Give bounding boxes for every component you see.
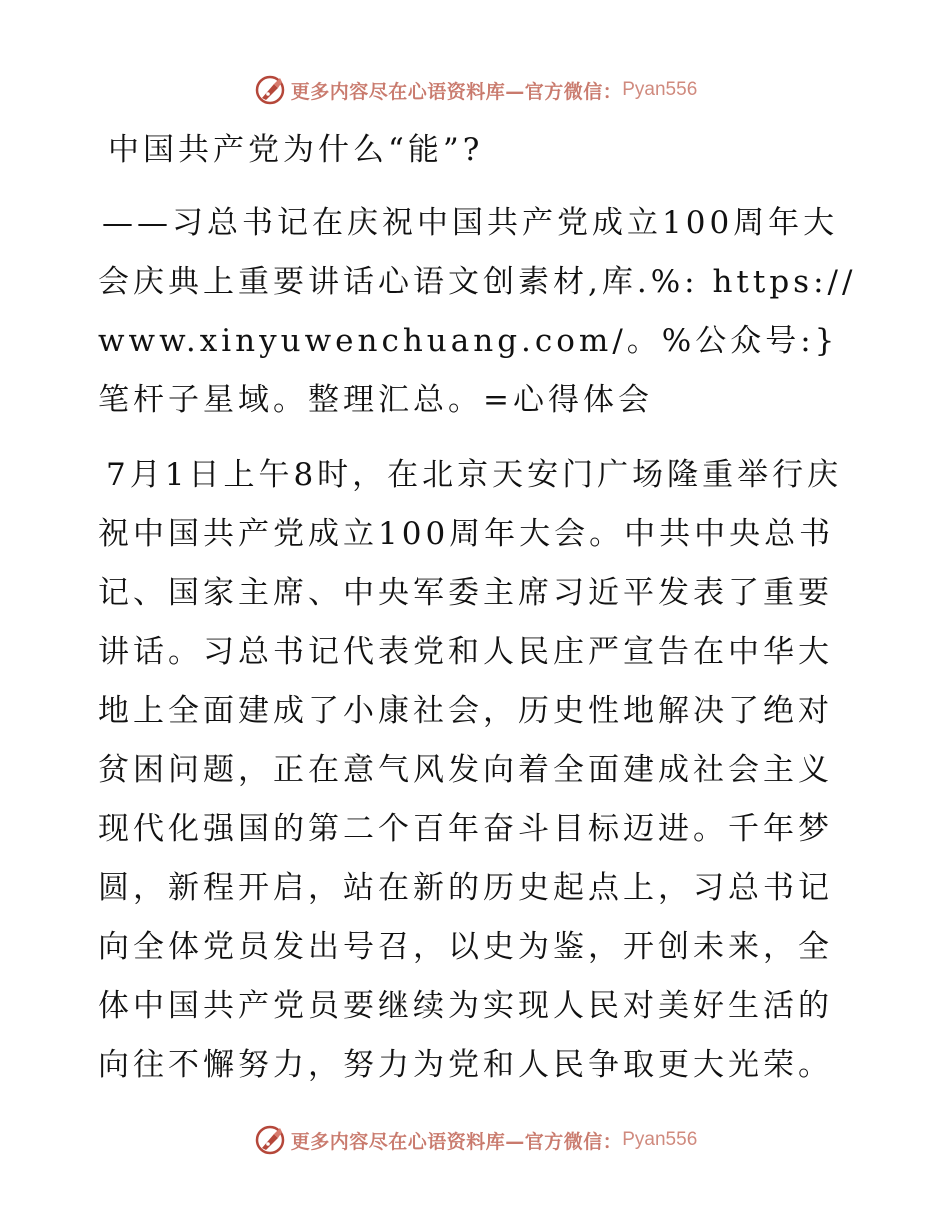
document-subtitle: ——习总书记在庆祝中国共产党成立100周年大会庆典上重要讲话心语文创素材,库.%: https://www.xinyuwenchuang.com/。%公众号:}笔杆子星域。整理汇总。=心得体会 <box>98 205 857 418</box>
footer-banner <box>0 1120 950 1160</box>
paragraph: 7月1日上午8时，在北京天安门广场隆重举行庆祝中国共产党成立100周年大会。中共中央总书记、国家主席、中央军委主席习近平发表了重要讲话。习总书记代表党和人民庄严宣告在中华大地上全面建成了小康社会，历史性地解决了绝对贫困问题，正在意气风发向着全面建成社会主义现代化强国的第二个百年奋斗目标迈进。千年梦圆，新程开启，站在新的历史起点上，习总书记向全体党员发出号召，以史为鉴，开创未来，全体中国共产党员要继续为实现人民对美好生活的向往不懈努力，努力为党和人民争取更大光荣。 <box>98 457 843 1083</box>
pen-nib-logo-icon <box>253 1123 287 1157</box>
wechat-id: Pyan556 <box>622 1129 698 1150</box>
document-title: 中国共产党为什么“能”? <box>108 132 484 168</box>
banner-text: 更多内容尽在心语资料库—官方微信： <box>290 80 623 103</box>
header-banner <box>0 70 950 110</box>
wechat-id: Pyan556 <box>622 79 698 100</box>
banner-text: 更多内容尽在心语资料库—官方微信： <box>290 1130 623 1153</box>
pen-nib-logo-icon <box>253 73 287 107</box>
document-body <box>98 120 858 1095</box>
